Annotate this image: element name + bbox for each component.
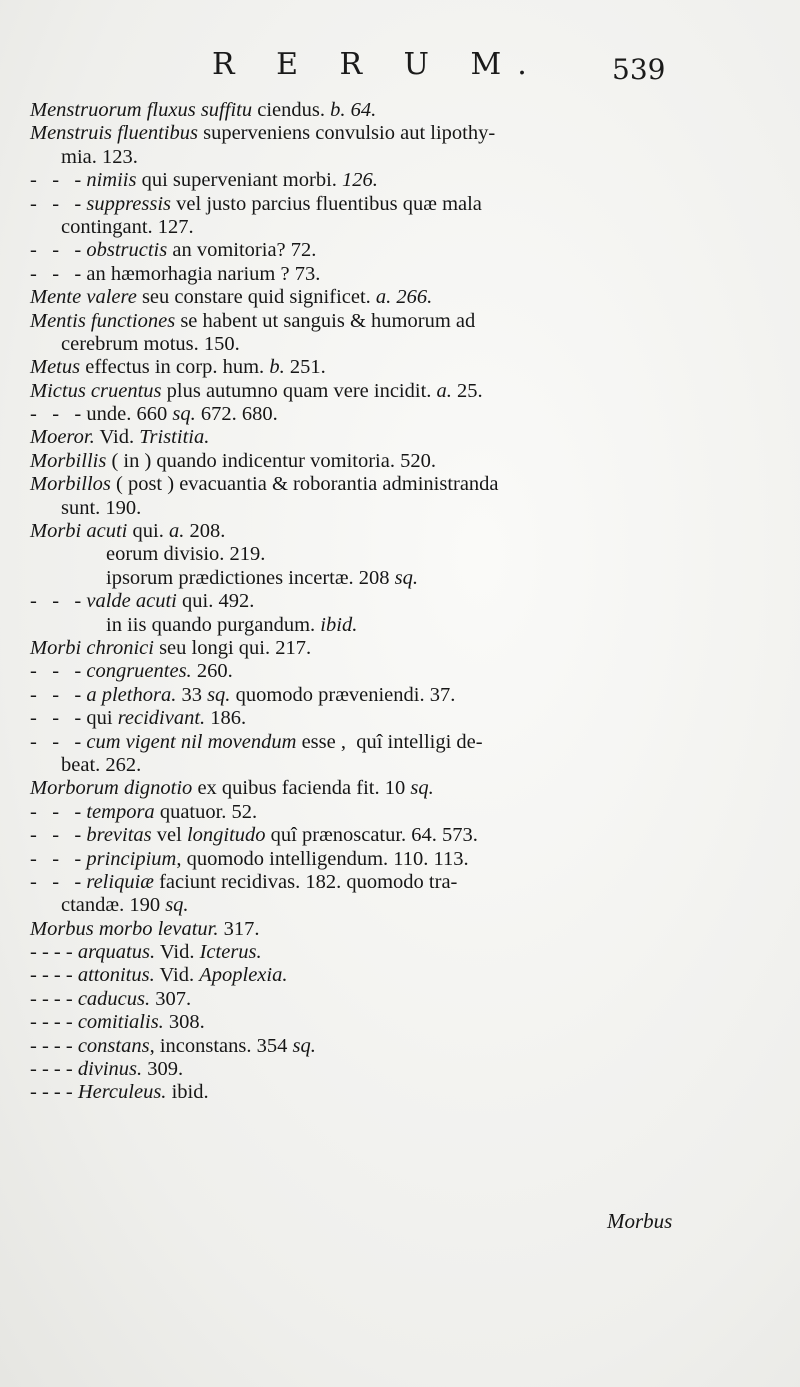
roman-text: ciendus. [252,99,331,121]
roman-text: Vid. [94,426,140,449]
index-line [30,754,675,777]
index-line [30,333,675,356]
roman-text: ipsorum prædictiones incertæ. 208 [106,566,395,589]
index-line [30,894,675,917]
index-line [30,1035,675,1058]
italic-text: recidivant. [117,707,206,730]
index-line [30,122,675,145]
index-line [30,941,675,964]
index-line [30,380,675,403]
roman-text: - - - [30,730,87,753]
roman-text: 317. [218,917,260,940]
roman-text: plus autumno quam vere incidit. [161,379,437,402]
italic-text: sq. [394,566,419,589]
catchword: Morbus [607,1209,673,1233]
roman-text: 672. 680. [195,403,278,426]
roman-text: 308. [163,1011,205,1034]
italic-text: Morbillis [30,449,107,472]
index-line [30,707,675,730]
roman-text: - - - [30,660,87,683]
italic-text: nimiis [86,169,137,192]
roman-text: seu constare quid significet. [136,286,376,309]
italic-text: longitudo [186,824,266,847]
italic-text: Apoplexia. [199,964,288,987]
italic-text: 126. [342,169,378,192]
index-line [30,403,675,426]
roman-text: sunt. 190. [61,496,142,519]
index-line [30,543,675,566]
roman-text: ibid. [166,1081,209,1104]
roman-text: 208. [184,520,226,543]
index-line [30,193,675,216]
index-line [30,1011,675,1034]
roman-text: ( post ) evacuantia & roborantia administranda [110,473,499,496]
roman-text: mia. 123. [61,145,138,168]
roman-text: vel justo parcius fluentibus quæ mala [171,192,482,215]
roman-text: - - - - [30,1034,78,1057]
index-line [30,637,675,660]
index-line [30,988,675,1011]
roman-text: Vid. [155,941,200,964]
roman-text: - - - - [30,964,78,987]
roman-text: in iis quando purgandum. [106,613,321,636]
italic-text: Mentis functiones [30,309,176,332]
italic-text: a plethora. [86,683,177,706]
index-line [30,731,675,754]
index-line [30,801,675,824]
roman-text: - - - unde. 660 [30,403,173,426]
italic-text: Icterus. [199,941,262,964]
italic-text: a. [436,379,452,402]
roman-text: 309. [142,1058,184,1081]
roman-text: an vomitoria? 72. [167,239,317,262]
roman-text: - - - - [30,987,78,1010]
italic-text: tempora [86,800,155,823]
roman-text: ex quibus facienda fit. 10 [192,777,411,800]
roman-text: ctandæ. 190 [61,894,166,917]
index-line [30,614,675,637]
italic-text: sq. [207,683,231,706]
roman-text: , inconstans. 354 [149,1034,293,1057]
index-line [30,146,675,169]
roman-text: - - - [30,239,87,262]
italic-text: comitialis. [77,1011,164,1034]
roman-text: se habent ut sanguis & humorum ad [175,309,476,332]
roman-text: , quomodo intelligendum. 110. 113. [176,847,469,870]
italic-text: sq. [172,403,196,426]
italic-text: cum vigent nil movendum [86,730,297,753]
roman-text: quomodo præveniendi. 37. [230,683,456,706]
italic-text: congruentes. [86,660,192,683]
italic-text: constans [77,1034,150,1057]
roman-text: 25. [451,379,483,402]
italic-text: Metus [30,356,81,379]
index-line [30,567,675,590]
roman-text: - - - [30,169,87,192]
italic-text: sq. [410,777,434,800]
roman-text: - - - [30,824,87,847]
italic-text: Morbi acuti [30,520,128,543]
index-line [30,590,675,613]
roman-text: 186. [205,707,247,730]
italic-text: Menstruorum fluxus suffitu [30,99,253,121]
italic-text: valde acuti [86,590,177,613]
italic-text: divinus. [77,1058,143,1081]
italic-text: Mictus cruentus [30,379,162,402]
italic-text: arquatus. [77,941,156,964]
italic-text: Morbillos [30,473,111,496]
roman-text: esse , quî intelligi de- [296,730,483,753]
italic-text: caducus. [77,987,151,1010]
index-line [30,286,675,309]
roman-text: qui. [127,520,169,543]
italic-text: suppressis [86,192,172,215]
page-number: 539 [612,53,666,86]
index-line [30,1081,675,1104]
italic-text: Moeror. [30,426,95,449]
running-head-title: R E R U M. [212,47,543,82]
roman-text: - - - [30,590,87,613]
roman-text: ( in ) quando indicentur vomitoria. 520. [106,449,436,472]
roman-text: eorum divisio. 219. [106,543,266,566]
roman-text: qui superveniant morbi. [136,169,343,192]
roman-text: - - - - [30,1081,78,1104]
roman-text: effectus in corp. hum. [80,356,270,379]
roman-text: superveniens convulsio aut lipothy- [197,122,496,145]
roman-text: 33 [176,683,208,706]
roman-text: - - - - [30,1058,78,1081]
index-line [30,310,675,333]
index-line [30,918,675,941]
italic-text: reliquiæ [86,870,154,893]
index-line [30,473,675,496]
italic-text: Morborum dignotio [30,777,193,800]
italic-text: obstructis [86,239,168,262]
italic-text: a. 266. [375,286,433,309]
roman-text: seu longi qui. 217. [153,636,312,659]
italic-text: sq. [165,894,189,917]
roman-text: quî prænoscatur. 64. 573. [265,824,478,847]
italic-text: Morbus morbo levatur. [30,917,219,940]
italic-text: b. 64. [330,99,377,121]
index-line [30,824,675,847]
roman-text: faciunt recidivas. 182. quomodo tra- [153,870,458,893]
index-line [30,520,675,543]
index-line [30,871,675,894]
roman-text: - - - [30,847,87,870]
index-line [30,99,675,122]
index-line [30,1058,675,1081]
roman-text: - - - [30,192,87,215]
roman-text: cerebrum motus. 150. [61,332,240,355]
italic-text: attonitus. [77,964,155,987]
roman-text: - - - - [30,941,78,964]
roman-text: Vid. [154,964,200,987]
italic-text: b. [269,356,285,379]
index-line [30,684,675,707]
italic-text: ibid. [320,613,358,636]
italic-text: principium [86,847,177,870]
index-line [30,660,675,683]
italic-text: Mente valere [30,286,137,309]
index-entries [30,99,675,1105]
index-line [30,964,675,987]
roman-text: 260. [191,660,233,683]
roman-text: vel [151,824,187,847]
roman-text: - - - [30,870,87,893]
roman-text: beat. 262. [61,753,142,776]
roman-text: qui. 492. [176,590,255,613]
roman-text: - - - - [30,1011,78,1034]
index-line [30,450,675,473]
roman-text: 307. [150,987,192,1010]
italic-text: sq. [292,1034,316,1057]
roman-text: quatuor. 52. [154,800,258,823]
roman-text: - - - qui [30,707,118,730]
roman-text: - - - [30,800,87,823]
roman-text: 251. [284,356,326,379]
index-line [30,426,675,449]
index-line [30,239,675,262]
italic-text: Menstruis fluentibus [30,122,198,145]
roman-text: - - - [30,683,87,706]
index-line [30,263,675,286]
index-line [30,169,675,192]
italic-text: brevitas [86,824,152,847]
index-line [30,848,675,871]
index-line [30,356,675,379]
index-line [30,497,675,520]
index-line [30,216,675,239]
italic-text: Morbi chronici [30,636,154,659]
roman-text: - - - an hæmorhagia narium ? 73. [30,262,321,285]
index-line [30,777,675,800]
italic-text: Tristitia. [139,426,210,449]
italic-text: a. [168,520,185,543]
italic-text: Herculeus. [77,1081,167,1104]
roman-text: contingant. 127. [61,215,194,238]
